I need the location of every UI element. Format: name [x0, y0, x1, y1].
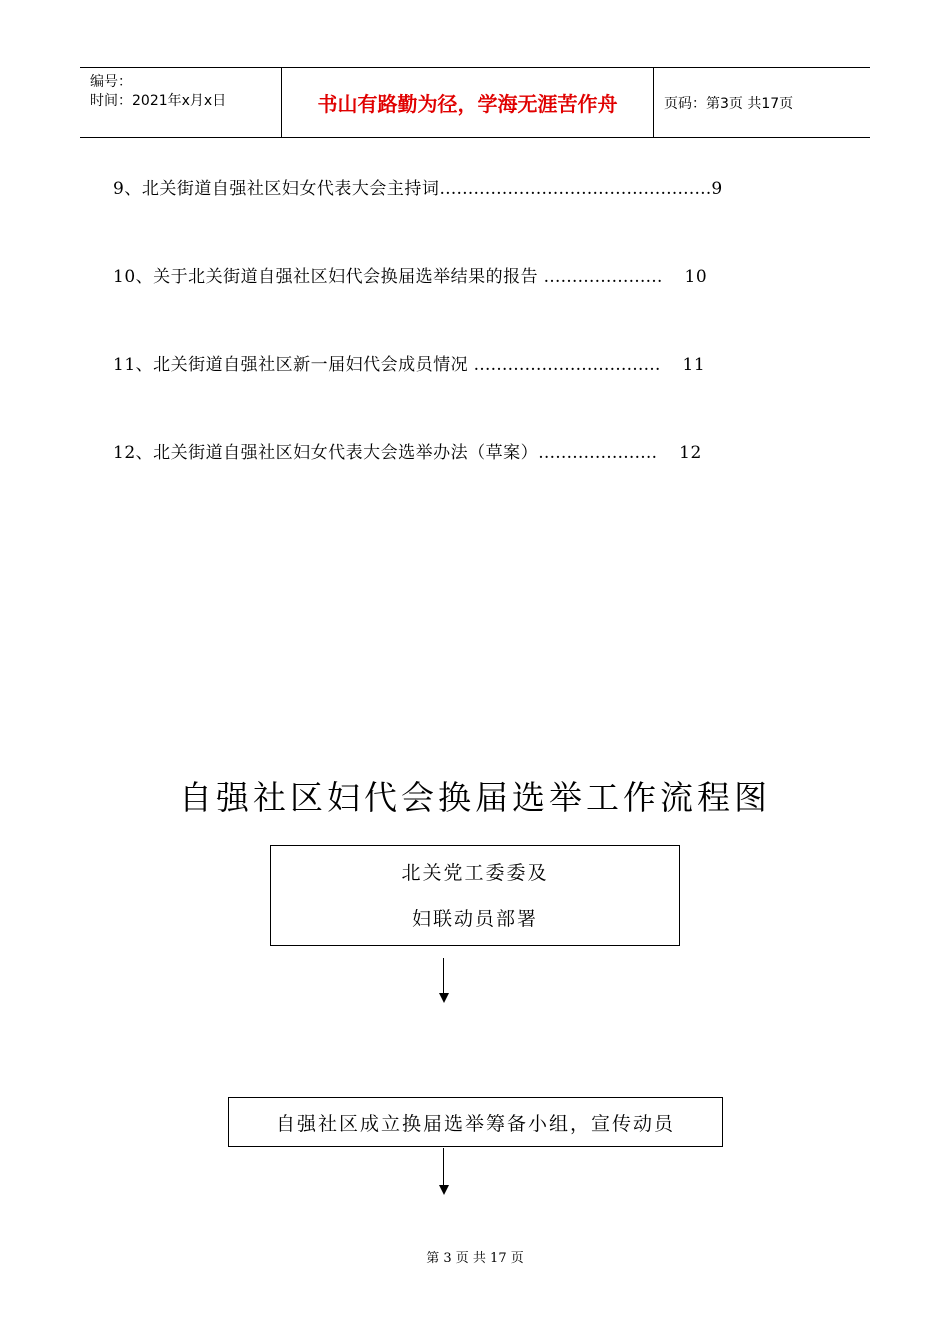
flowchart-step-1 — [270, 845, 680, 946]
page-footer: 第 3 页 共 17 页 — [426, 1251, 524, 1266]
toc-item-title: 12、北关街道自强社区妇女代表大会选举办法（草案） — [113, 443, 539, 463]
flowchart-step-1-line-1: 北关党工委委及 — [401, 861, 549, 884]
document-number-label: 编号： — [90, 74, 132, 90]
toc-item[interactable] — [113, 438, 702, 463]
document-time-label: 时间：2021年x月x日 — [90, 93, 227, 109]
flow-arrow-down-icon — [437, 1148, 451, 1195]
toc-item-page: 11 — [682, 355, 706, 375]
toc-leader-dots: …………………………… — [468, 355, 661, 375]
toc-leader-dots: ………………………………………… — [439, 179, 712, 199]
flowchart-title: 自强社区妇代会换届选举工作流程图 — [179, 778, 771, 817]
toc-leader-dots: ………………… — [538, 443, 658, 463]
header-page-code: 页码：第3页 共17页 — [664, 95, 794, 112]
toc-item-title: 9、北关街道自强社区妇女代表大会主持词 — [113, 179, 440, 199]
header-table — [80, 67, 870, 138]
header-meta-cell — [80, 68, 282, 137]
toc-leader-dots: ………………… — [538, 267, 663, 287]
flowchart-step-2 — [228, 1097, 723, 1147]
toc-item[interactable] — [113, 350, 705, 375]
flow-arrow-down-icon — [437, 958, 451, 1003]
header-motto: 书山有路勤为径，学海无涯苦作舟 — [282, 68, 654, 137]
toc-item-page: 10 — [684, 267, 708, 287]
toc-item[interactable] — [113, 262, 707, 287]
toc-item-page: 12 — [679, 443, 702, 463]
toc-item-page: 9 — [711, 179, 723, 199]
toc-item[interactable] — [113, 174, 723, 199]
flowchart-step-2-label: 自强社区成立换届选举筹备小组，宣传动员 — [275, 1112, 675, 1135]
toc-item-title: 10、关于北关街道自强社区妇代会换届选举结果的报告 — [113, 267, 539, 287]
toc-item-title: 11、北关街道自强社区新一届妇代会成员情况 — [113, 355, 469, 375]
flowchart-step-1-line-2: 妇联动员部署 — [411, 907, 538, 930]
